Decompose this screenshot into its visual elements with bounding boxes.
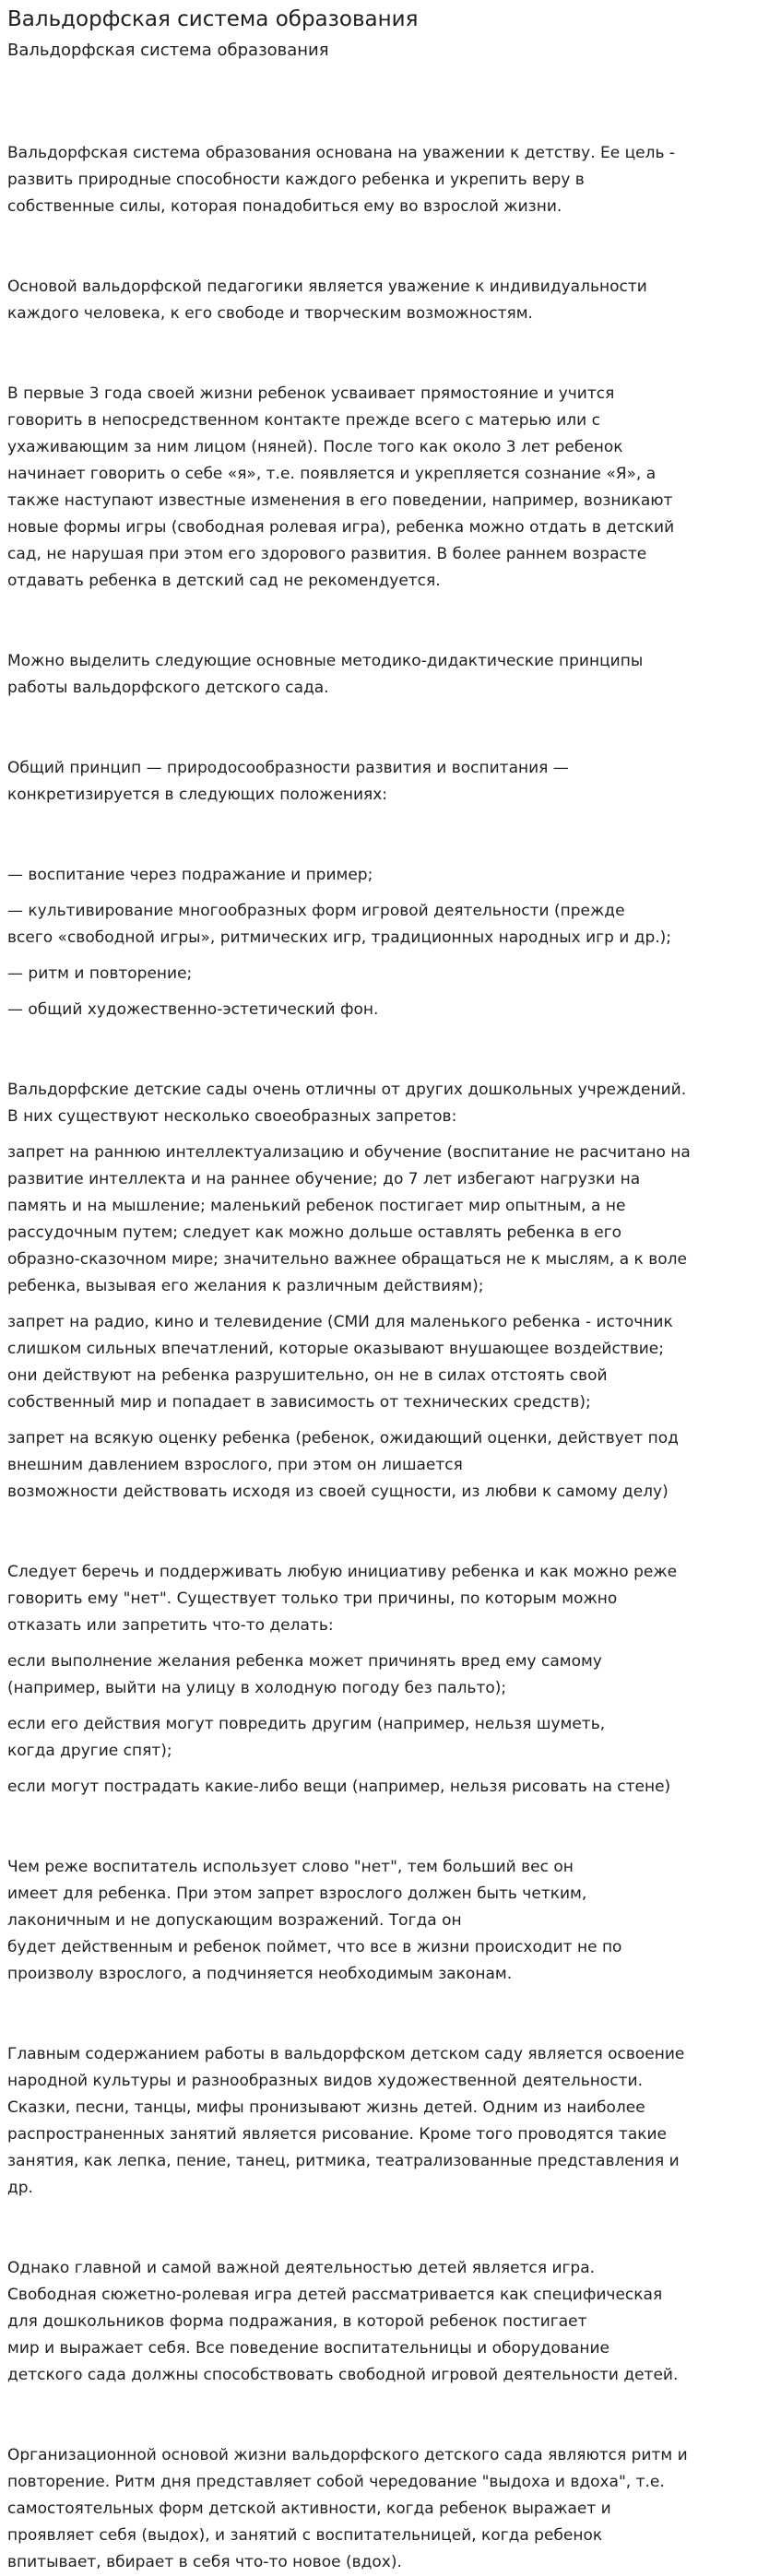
text-line: память и на мышление; маленький ребенок постигает мир опытным, а не <box>7 1197 626 1215</box>
text-line: Однако главной и самой важной деятельностью детей является игра. <box>7 2259 596 2277</box>
text-line: самостоятельных форм детской активности, когда ребенок выражает и <box>7 2499 611 2518</box>
text-line: Следует беречь и поддерживать любую инициативу ребенка и как можно реже <box>7 1563 678 1581</box>
text-line: говорить в непосредственном контакте прежде всего с матерью или с <box>7 411 600 430</box>
text-line: детского сада должны способствовать свободной игровой деятельности детей. <box>7 2366 679 2384</box>
text-line: Общий принцип — природосообразности развития и воспитания — <box>7 759 569 777</box>
list-item-harm-self <box>7 1648 774 1702</box>
list-item-play-forms <box>7 898 774 951</box>
text-line: если могут пострадать какие-либо вещи (например, нельзя рисовать на стене) <box>7 1778 671 1796</box>
text-line: для дошкольников форма подражания, в которой ребенок постигает <box>7 2312 587 2331</box>
text-line: запрет на раннюю интеллектуализацию и обучение (воспитание не расчитано на <box>7 1143 691 1162</box>
text-line: возможности действовать исходя из своей сущности, из любви к самому делу) <box>7 1483 669 1501</box>
text-line: В них существуют несколько своеобразных запретов: <box>7 1107 457 1126</box>
text-line: всего «свободной игры», ритмических игр, традиционных народных игр и др.); <box>7 928 672 947</box>
text-line: (например, выйти на улицу в холодную погоду без пальто); <box>7 1679 507 1697</box>
text-line: запрет на всякую оценку ребенка (ребенок, ожидающий оценки, действует под <box>7 1429 679 1448</box>
paragraph-prohibitions <box>7 1077 774 1130</box>
text-line: когда другие спят); <box>7 1742 172 1760</box>
text-line: ребенка, вызывая его желания к различным действиям); <box>7 1277 484 1295</box>
text-line: занятия, как лепка, пение, танец, ритмика, театрализованные представления и <box>7 2152 680 2170</box>
paragraph-principles <box>7 648 774 702</box>
text-line: Свободная сюжетно-ролевая игра детей рассматривается как специфическая <box>7 2286 663 2304</box>
text-line: новые формы игры (свободная ролевая игра), ребенка можно отдать в детский <box>7 518 675 537</box>
text-line: повторение. Ритм дня представляет собой чередование "выдоха и вдоха", т.е. <box>7 2473 665 2491</box>
text-line: начинает говорить о себе «я», т.е. появляется и укрепляется сознание «Я», а <box>7 465 657 483</box>
text-line: конкретизируется в следующих положениях: <box>7 786 388 804</box>
paragraph-basis <box>7 274 774 327</box>
document-title: Вальдорфская система образования <box>7 7 419 31</box>
text-line: работы вальдорфского детского сада. <box>7 679 329 697</box>
paragraph-rhythm <box>7 2442 774 2576</box>
paragraph-intro <box>7 140 774 220</box>
list-item-aesthetic <box>7 997 774 1023</box>
text-line: ухаживающим за ним лицом (няней). После того как около 3 лет ребенок <box>7 438 623 456</box>
text-line: лаконичным и не допускающим возражений. Тогда он <box>7 1911 462 1930</box>
paragraph-main-content <box>7 2041 774 2202</box>
text-line: мир и выражает себя. Все поведение воспитательницы и оборудование <box>7 2339 609 2357</box>
text-line: проявляет себя (выдох), и занятий с воспитательницей, когда ребенок <box>7 2526 603 2545</box>
text-line: развить природные способности каждого ребенка и укрепить веру в <box>7 171 585 189</box>
list-item-rhythm <box>7 961 774 987</box>
text-line: имеет для ребенка. При этом запрет взрослого должен быть четким, <box>7 1885 587 1903</box>
text-line: Чем реже воспитатель использует слово "нет", тем больший вес он <box>7 1858 574 1876</box>
text-line: образно-сказочном мире; значительно важнее обращаться не к мыслям, а к воле <box>7 1250 687 1269</box>
text-line: распространенных занятий является рисование. Кроме того проводятся такие <box>7 2125 668 2144</box>
text-line: каждого человека, к его свободе и творческим возможностям. <box>7 304 533 323</box>
text-line: произволу взрослого, а подчиняется необходимым законам. <box>7 1965 513 1983</box>
text-line: также наступают известные изменения в его поведении, например, возникают <box>7 491 673 510</box>
list-item-harm-things <box>7 1774 774 1801</box>
text-line: др. <box>7 2179 33 2197</box>
text-line: — общий художественно-эстетический фон. <box>7 1000 379 1019</box>
list-item-no-media <box>7 1309 774 1416</box>
text-line: Главным содержанием работы в вальдорфском детском саду является освоение <box>7 2045 685 2063</box>
text-line: — культивирование многообразных форм игровой деятельности (прежде <box>7 902 625 920</box>
list-item-harm-others <box>7 1711 774 1765</box>
text-line: Организационной основой жизни вальдорфского детского сада являются ритм и <box>7 2446 688 2464</box>
text-line: запрет на радио, кино и телевидение (СМИ для маленького ребенка - источник <box>7 1313 673 1331</box>
paragraph-first-years <box>7 381 774 595</box>
text-line: — воспитание через подражание и пример; <box>7 866 373 884</box>
paragraph-initiative <box>7 1559 774 1639</box>
text-line: слишком сильных впечатлений, которые оказывают внушающее воздействие; <box>7 1340 664 1358</box>
list-item-imitation <box>7 862 774 889</box>
text-line: народной культуры и разнообразных видов художественной деятельности. <box>7 2072 643 2090</box>
paragraph-word-no <box>7 1854 774 1988</box>
text-line: если его действия могут повредить другим (например, нельзя шуметь, <box>7 1715 606 1733</box>
text-line: собственные силы, которая понадобиться ему во взрослой жизни. <box>7 197 562 216</box>
text-line: собственный мир и попадает в зависимость от технических средств); <box>7 1393 591 1412</box>
text-line: развитие интеллекта и на раннее обучение; до 7 лет избегают нагрузки на <box>7 1170 641 1188</box>
text-line: сад, не нарушая при этом его здорового развития. В более раннем возрасте <box>7 545 647 563</box>
document-subtitle: Вальдорфская система образования <box>7 41 329 60</box>
text-line: В первые 3 года своей жизни ребенок усваивает прямостояние и учится <box>7 384 615 403</box>
text-line: отказать или запретить что-то делать: <box>7 1616 334 1635</box>
text-line: они действуют на ребенка разрушительно, он не в силах отстоять свой <box>7 1366 608 1385</box>
text-line: впитывает, вбирает в себя что-то новое (вдох). <box>7 2553 402 2571</box>
text-line: — ритм и повторение; <box>7 964 193 983</box>
document-body <box>7 140 774 2576</box>
text-line: рассудочным путем; следует как можно дольше оставлять ребенка в его <box>7 1223 622 1242</box>
list-item-no-early-learning <box>7 1140 774 1300</box>
text-line: внешним давлением взрослого, при этом он лишается <box>7 1456 463 1474</box>
text-line: Вальдорфские детские сады очень отличны от других дошкольных учреждений. <box>7 1081 687 1099</box>
paragraph-play <box>7 2255 774 2389</box>
text-line: если выполнение желания ребенка может причинять вред ему самому <box>7 1652 602 1671</box>
text-line: отдавать ребенка в детский сад не рекомендуется. <box>7 572 441 590</box>
paragraph-general-principle <box>7 755 774 809</box>
list-item-no-grading <box>7 1425 774 1506</box>
text-line: будет действенным и ребенок поймет, что все в жизни происходит не по <box>7 1938 622 1956</box>
text-line: Основой вальдорфской педагогики является уважение к индивидуальности <box>7 278 647 296</box>
text-line: Можно выделить следующие основные методико-дидактические принципы <box>7 652 644 670</box>
text-line: Вальдорфская система образования основана на уважении к детству. Ее цель - <box>7 144 676 162</box>
text-line: Сказки, песни, танцы, мифы пронизывают жизнь детей. Одним из наиболее <box>7 2098 645 2117</box>
text-line: говорить ему "нет". Существует только три причины, по которым можно <box>7 1589 618 1608</box>
